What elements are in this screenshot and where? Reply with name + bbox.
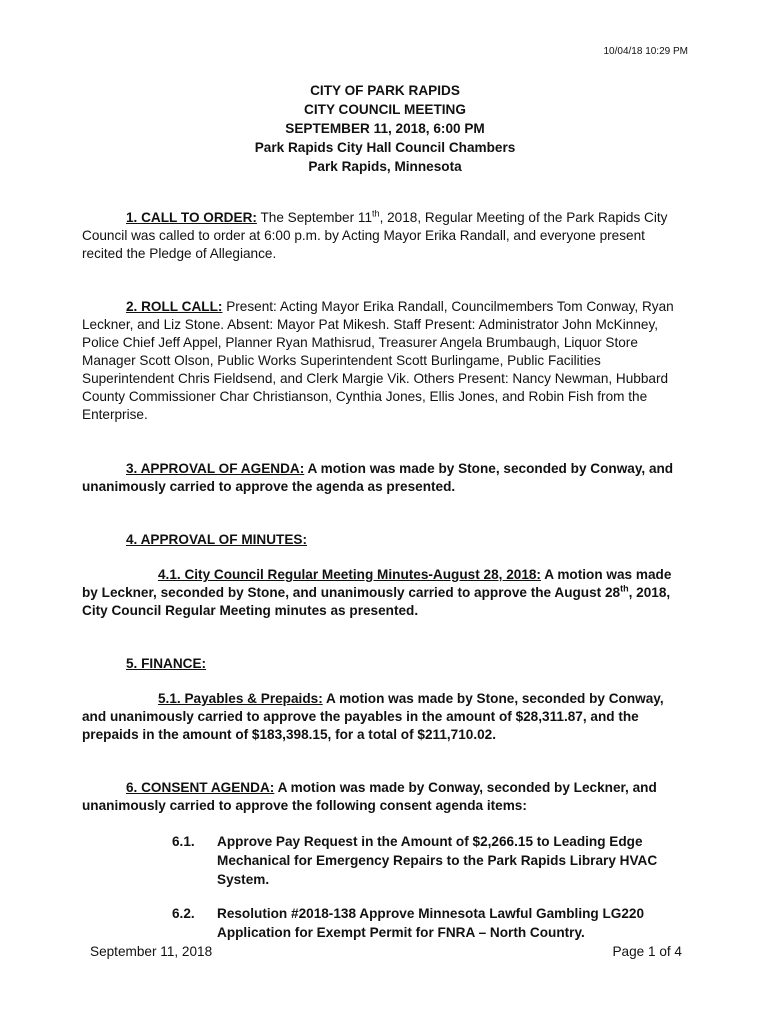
header-location: Park Rapids City Hall Council Chambers	[254, 140, 516, 155]
consent-heading: 6. CONSENT AGENDA:	[126, 780, 275, 795]
section-call-to-order	[82, 209, 688, 263]
print-timestamp: 10/04/18 10:29 PM	[603, 46, 688, 57]
section-approval-of-agenda	[82, 460, 688, 496]
minutes-heading: 4. APPROVAL OF MINUTES:	[126, 532, 308, 547]
consent-item-text: Approve Pay Request in the Amount of $2,266.15 to Leading Edge Mechanical for Emergency Repairs to the Park Rapids Library HVAC System.	[217, 834, 658, 887]
consent-item-text: Resolution #2018-138 Approve Minnesota Lawful Gambling LG220 Application for Exempt Permit for FNRA – North Country.	[217, 906, 645, 940]
minutes-text-b: , 2018, City Council Regular Meeting minutes as presented.	[82, 585, 671, 618]
call-to-order-text-b: , 2018, Regular Meeting of the Park Rapids City Council was called to order at 6:00 p.m. by Acting Mayor Erika Randall, and everyone present recited the Pledge of Allegiance.	[82, 210, 668, 261]
minutes-text-a: A motion was made by Leckner, seconded by Stone, and unanimously carried to approve the August 28	[82, 567, 672, 600]
section-consent-agenda	[82, 779, 688, 815]
agenda-heading: 3. APPROVAL OF AGENDA:	[126, 461, 305, 476]
minutes-sub-heading: 4.1. City Council Regular Meeting Minutes-August 28, 2018:	[158, 567, 541, 582]
minutes-sup: th	[620, 583, 629, 594]
consent-text: A motion was made by Conway, seconded by Leckner, and unanimously carried to approve the following consent agenda items:	[82, 780, 657, 813]
finance-heading: 5. FINANCE:	[126, 656, 207, 671]
minutes-subsection	[82, 566, 688, 620]
agenda-text: A motion was made by Stone, seconded by Conway, and unanimously carried to approve the agenda as presented.	[82, 461, 674, 494]
header-date: SEPTEMBER 11, 2018, 6:00 PM	[285, 121, 485, 136]
call-to-order-text-a: The September 11	[256, 210, 373, 225]
roll-call-heading: 2. ROLL CALL:	[126, 299, 223, 314]
call-to-order-heading: 1. CALL TO ORDER:	[126, 210, 257, 225]
footer-date: September 11, 2018	[90, 944, 213, 959]
consent-item-number: 6.2.	[172, 906, 195, 921]
header-city: CITY OF PARK RAPIDS	[310, 83, 460, 98]
finance-subsection	[82, 690, 688, 744]
footer-page-number: Page 1 of 4	[612, 944, 682, 959]
finance-text: A motion was made by Stone, seconded by Conway, and unanimously carried to approve the payables in the amount of $28,311.87, and the prepaids in the amount of $183,398.15, for a total of $211,710.02.	[82, 691, 664, 742]
header-meeting: CITY COUNCIL MEETING	[304, 102, 466, 117]
section-roll-call	[82, 298, 688, 424]
consent-item-number: 6.1.	[172, 834, 195, 849]
finance-sub-heading: 5.1. Payables & Prepaids:	[158, 691, 323, 706]
header-state: Park Rapids, Minnesota	[308, 159, 462, 174]
call-to-order-sup: th	[372, 208, 380, 219]
section-finance	[82, 655, 688, 673]
section-approval-of-minutes	[82, 531, 688, 549]
roll-call-text: Present: Acting Mayor Erika Randall, Councilmembers Tom Conway, Ryan Leckner, and Liz Stone. Absent: Mayor Pat Mikesh. Staff Present: Administrator John McKinney, Police Chief Jeff Appel, Planner Ryan Mathisrud, Treasurer Angela Brumbaugh, Liquor Store Manager Scott Olson, Public Works Superintendent Scott Burlingame, Public Facilities Superintendent Chris Fieldsend, and Clerk Margie Vik. Others Present: Nancy Newman, Hubbard County Commissioner Char Christianson, Cynthia Jones, Ellis Jones, and Robin Fish from the Enterprise.	[82, 299, 674, 422]
document-header	[80, 81, 690, 176]
